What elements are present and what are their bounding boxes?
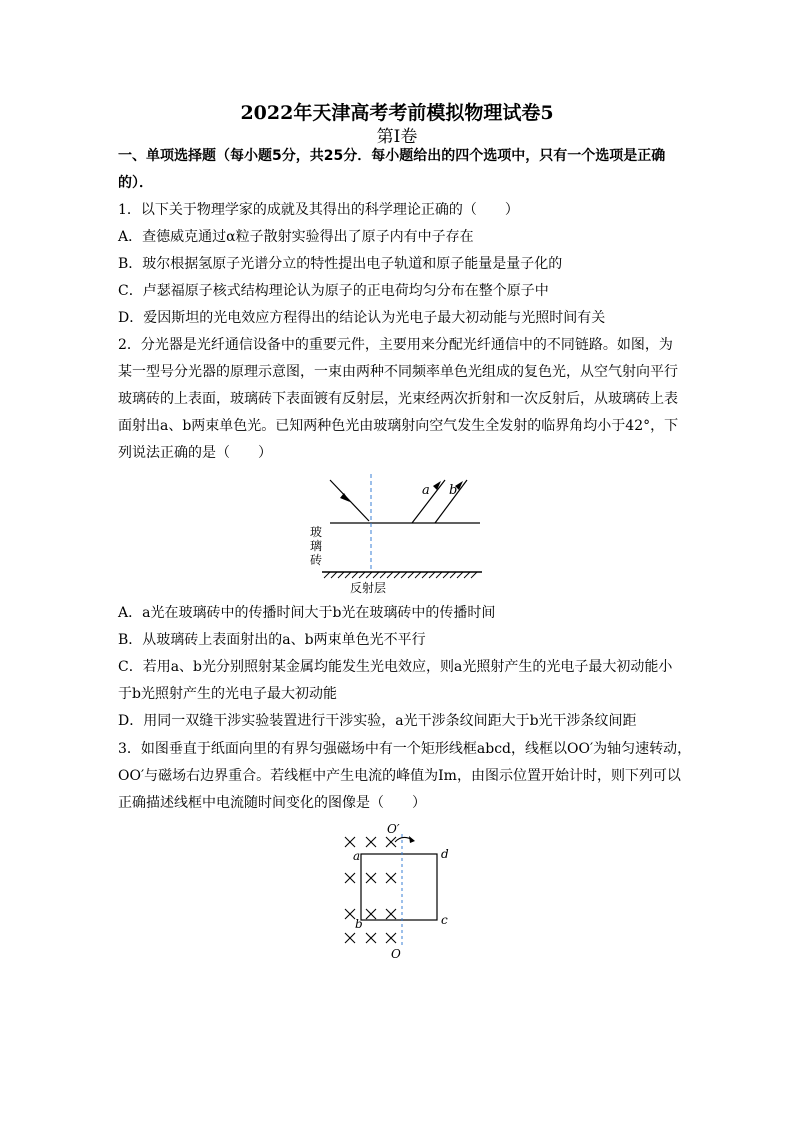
q2-option-c-line-1: C．若用a、b光分别照射某金属均能发生光电效应，则a光照射产生的光电子最大初动能小 (118, 659, 673, 675)
label-o: O (391, 947, 401, 961)
q3-stem-line-2: OO′与磁场右边界重合。若线框中产生电流的峰值为Im，由图示位置开始计时，则下列可以 (118, 768, 681, 784)
q2-option-a: A．a光在玻璃砖中的传播时间大于b光在玻璃砖中的传播时间 (118, 605, 496, 621)
ray-a-label: a (422, 483, 430, 498)
q2-stem-line-2: 某一型号分光器的原理示意图，一束由两种不同频率单色光组成的复色光，从空气射向平行 (118, 364, 678, 380)
section-heading-line-1: 一、单项选择题（每小题5分，共25分．每小题给出的四个选项中，只有一个选项是正确 (118, 148, 666, 164)
q2-stem-line-1: 2．分光器是光纤通信设备中的重要元件，主要用来分配光纤通信中的不同链路。如图，为 (118, 337, 673, 353)
q3-stem-line-3: 正确描述线框中电流随时间变化的图像是（ ） (118, 795, 426, 811)
label-a: a (353, 849, 361, 863)
q2-stem-line-3: 玻璃砖的上表面，玻璃砖下表面镀有反射层，光束经两次折射和一次反射后，从玻璃砖上表 (118, 391, 678, 407)
reflective-layer-label: 反射层 (350, 581, 387, 595)
section-heading-line-2: 的）． (118, 175, 153, 191)
q1-option-a: A．查德威克通过α粒子散射实验得出了原子内有中子存在 (118, 229, 474, 245)
reflective-hatching (324, 572, 477, 578)
q1-option-b: B．玻尔根据氢原子光谱分立的特性提出电子轨道和原子能量是量子化的 (118, 256, 563, 272)
label-b: b (355, 917, 363, 931)
coil-abcd (361, 854, 437, 920)
q2-option-c-line-2: 于b光照射产生的光电子最大初动能 (118, 686, 337, 702)
glass-label-3: 砖 (310, 553, 323, 567)
question-1 (118, 197, 683, 332)
ray-a-arrow (433, 481, 441, 490)
question-3-stem (118, 736, 692, 817)
label-c: c (441, 913, 448, 927)
question-2-options (118, 600, 683, 735)
q1-stem: 1．以下关于物理学家的成就及其得出的科学理论正确的（ ） (118, 202, 519, 218)
glass-label-2: 璃 (310, 539, 323, 553)
question-2-stem (118, 332, 683, 467)
section-heading (118, 143, 683, 197)
q1-option-d: D．爱因斯坦的光电效应方程得出的结论认为光电子最大初动能与光照时间有关 (118, 310, 606, 326)
exam-title: 2022年天津高考考前模拟物理试卷5 (240, 102, 554, 124)
incident-ray-arrow (340, 493, 350, 502)
q3-coil-figure (335, 818, 465, 963)
q2-glass-figure (300, 470, 500, 598)
volume-title: 第Ⅰ卷 (376, 127, 418, 147)
q1-option-c: C．卢瑟福原子核式结构理论认为原子的正电荷均匀分布在整个原子中 (118, 283, 549, 299)
q2-stem-line-5: 列说法正确的是（ ） (118, 445, 272, 461)
q2-option-b: B．从玻璃砖上表面射出的a、b两束单色光不平行 (118, 632, 426, 648)
q2-stem-line-4: 面射出a、b两束单色光。已知两种色光由玻璃射向空气发生全发射的临界角均小于42°，下 (118, 418, 679, 434)
q3-stem-line-1: 3．如图垂直于纸面向里的有界匀强磁场中有一个矩形线框abcd，线框以OO′为轴匀速转动， (118, 741, 692, 757)
rotation-arrow-head (409, 836, 415, 843)
incident-ray (330, 480, 369, 521)
q2-option-d: D．用同一双缝干涉实验装置进行干涉实验，a光干涉条纹间距大于b光干涉条纹间距 (118, 713, 637, 729)
label-d: d (441, 847, 449, 861)
ray-b-label: b (449, 483, 458, 498)
glass-label-1: 玻 (310, 525, 323, 539)
label-o-prime: O′ (387, 822, 400, 836)
